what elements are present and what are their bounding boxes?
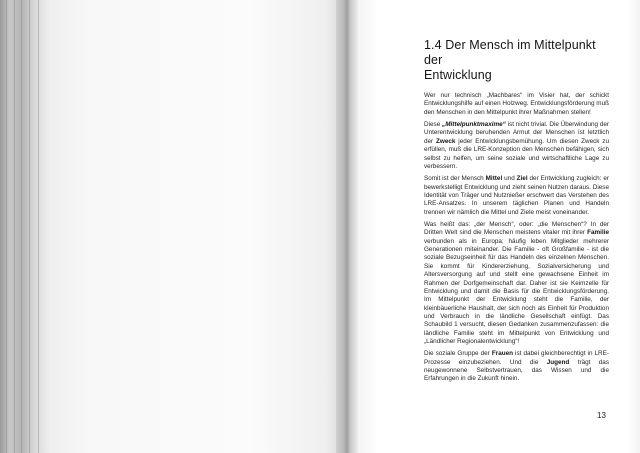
keyword-ziel: Ziel <box>516 175 528 183</box>
keyword-frauen: Frauen <box>491 350 513 358</box>
section-title-line2: Entwicklung <box>424 68 492 82</box>
keyword-mittel: Mittel <box>485 175 503 183</box>
keyword-familie: Familie <box>587 229 609 237</box>
keyword-jugend: Jugend <box>546 358 570 366</box>
paragraph-5: Die soziale Gruppe der Frauen ist dabei gleichberechtigt in LRE-Prozesse einzubeziehen. Und die Jugend trägt das neugewonnene Selbstvertrauen, das Wissen und die Erfahrungen in die Zukunft hinein. <box>424 350 609 383</box>
section-text <box>424 38 609 388</box>
paragraph-3: Somit ist der Mensch Mittel und Ziel der Entwicklung zugleich: er bewerkstelligt Entwicklung und zieht seinen Nutzen daraus. Diese Identität von Träger und Nutznießer erschwert das Verstehen des LRE-Ansatzes. In unserem täglichen Planen und Handeln trennen wir nämlich die Mittel und Ziele meist voneinander. <box>424 175 609 216</box>
scan-edge-shadow <box>0 0 52 453</box>
section-heading <box>424 38 609 83</box>
paragraph-1: Wer nur technisch „Machbares“ im Visier hat, der schickt Entwicklungshilfe auf einen Holzweg. Entwicklungsförderung muß den Menschen in den Mittelpunkt ihrer Maßnahmen stellen! <box>424 92 609 116</box>
emphasis-maxime: „Mittelpunktmaxime“ <box>442 121 506 129</box>
book-gutter <box>336 0 358 453</box>
page-number: 13 <box>597 411 606 420</box>
section-number: 1.4 <box>424 38 442 52</box>
keyword-zweck: Zweck <box>436 137 456 145</box>
paragraph-2: Diese „Mittelpunktmaxime“ ist nicht trivial. Die Überwindung der Unterentwicklung beruhenden Armut der Menschen ist letztlich der Zweck jeder Entwicklungsbemühung. Um diesen Zweck zu erfüllen, muß die LRE-Konzeption den Menschen befähigen, sich selbst zu helfen, um seine soziale und wirtschaftliche Lage zu verbessern. <box>424 121 610 170</box>
left-page-blank <box>52 0 342 453</box>
paragraph-4: Was heißt das: „der Mensch“, oder: „die Menschen“? In der Dritten Welt sind die Menschen meistens vitaler mit ihrer Familie verbunden als in Europa; häufig leben Mitglieder mehrerer Generationen miteinander. Die Familie - oft Großfamilie - ist die soziale Bezugseinheit für das Handeln des einzelnen Menschen. Sie kommt für Kindererziehung, Sozialversicherung und Altersversorgung auf und stellt eine gewachsene Einheit im Rahmen der Dorfgemeinschaft dar. Daher ist sie Keimzelle für Entwicklung und damit die Basis für die Entwicklungsförderung. Im Mittelpunkt der Entwicklung steht die Familie, der kleinbäuerliche Haushalt, der sich noch als Einheit für Produktion und Verbrauch in die ländliche Gesellschaft einfügt. Das Schaubild 1 versucht, diesen Gedanken zusammenzufassen: die ländliche Familie steht im Mittelpunkt von Entwicklung und „Ländlicher Regionalentwicklung“! <box>424 221 609 345</box>
section-title-line1: Der Mensch im Mittelpunkt der <box>424 38 596 67</box>
